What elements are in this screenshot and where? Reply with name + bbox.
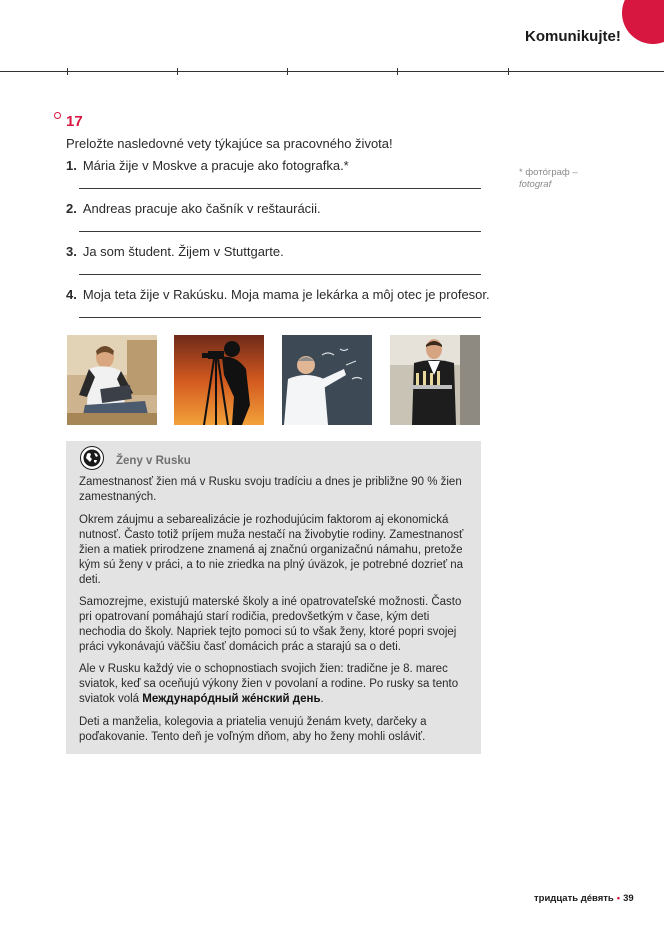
- page-header-title: Komunikujte!: [525, 28, 621, 45]
- photo-waiter-champagne: [390, 335, 480, 425]
- rule-tick: [177, 68, 178, 75]
- info-paragraph-2: Okrem záujmu a sebarealizácie je rozhodujúcim faktorom aj ekonomická nutnosť. Často totiž príjem muža nestačí na živobytie rodiny. Zamestnanosť žien a matiek prirodzene znamená aj značnú organizačnú námahu, pretože kým sú ženy v práci, a to nie zriedka na plný úväzok, je potrebné dozrieť na deti.: [79, 514, 464, 586]
- sentence-text: Mária žije v Moskve a pracuje ako fotografka.*: [82, 158, 349, 173]
- gloss-translation: fotograf: [519, 179, 552, 190]
- page-footer: [534, 893, 634, 904]
- exercise-instruction: Preložte nasledovné vety týkajúce sa pracovného života!: [66, 136, 393, 151]
- sentence-4: [66, 287, 490, 302]
- exercise-number: 17: [66, 113, 83, 130]
- gloss-term: * фотóграф –: [519, 167, 578, 178]
- globe-icon: [80, 446, 104, 470]
- sentence-text: Andreas pracuje ako čašník v reštaurácii.: [82, 201, 321, 216]
- info-box-title: Ženy v Rusku: [116, 455, 191, 467]
- answer-line-3[interactable]: [79, 274, 481, 275]
- info-paragraph-4-text: Ale v Rusku každý vie o schopnostiach svojich žien: tradične je 8. marec sviatok, keď sa oceňujú výkony žien v povolaní a rodine. Po rusky sa tento sviatok volá: [79, 663, 459, 705]
- photo-photographer-silhouette: [174, 335, 264, 425]
- answer-line-4[interactable]: [79, 317, 481, 318]
- sentence-number: 1.: [66, 158, 77, 173]
- info-paragraph-4: [79, 662, 471, 707]
- margin-gloss: [519, 167, 578, 191]
- sentence-3: [66, 244, 284, 259]
- info-paragraph-3: Samozrejme, existujú materské školy a iné opatrovateľské možnosti. Často pri opatrovaní pomáhajú starí rodičia, predovšetkým v čase, kým deti nechodia do školy. Napriek tejto pomoci sú to však ženy, ktoré popri svojej práci vykonávajú väčšiu časť domácich prác a starajú sa o deti.: [79, 596, 462, 653]
- header-rule: [0, 71, 664, 72]
- info-paragraph-1: Zamestnanosť žien má v Rusku svoju tradíciu a dnes je približne 90 % žien zamestnaných.: [79, 476, 462, 503]
- holiday-name: Междунарóдный жéнский день: [142, 693, 321, 705]
- rule-tick: [67, 68, 68, 75]
- answer-line-2[interactable]: [79, 231, 481, 232]
- rule-tick: [287, 68, 288, 75]
- info-paragraph-4-end: .: [320, 693, 324, 705]
- header-accent-circle: [622, 0, 664, 44]
- sentence-number: 4.: [66, 287, 77, 302]
- answer-line-1[interactable]: [79, 188, 481, 189]
- sentence-number: 2.: [66, 201, 77, 216]
- sentence-1: [66, 158, 349, 173]
- info-paragraph-5: Deti a manželia, kolegovia a priatelia venujú ženám kvety, darčeky a poďakovanie. Tento deň je voľným dňom, aby ho ženy mohli osláviť.: [79, 716, 427, 743]
- sentence-text: Ja som študent. Žijem v Stuttgarte.: [82, 244, 284, 259]
- photo-student-laptop: [67, 335, 157, 425]
- rule-tick: [397, 68, 398, 75]
- footer-separator: •: [616, 893, 621, 904]
- sentence-2: [66, 201, 321, 216]
- sentence-number: 3.: [66, 244, 77, 259]
- page-number: 39: [623, 893, 634, 904]
- sentence-text: Moja teta žije v Rakúsku. Moja mama je lekárka a môj otec je profesor.: [82, 287, 490, 302]
- rule-tick: [508, 68, 509, 75]
- footer-number-words: тридцать дéвять: [534, 893, 614, 904]
- photo-teacher-blackboard: [282, 335, 372, 425]
- exercise-marker-icon: [54, 112, 61, 119]
